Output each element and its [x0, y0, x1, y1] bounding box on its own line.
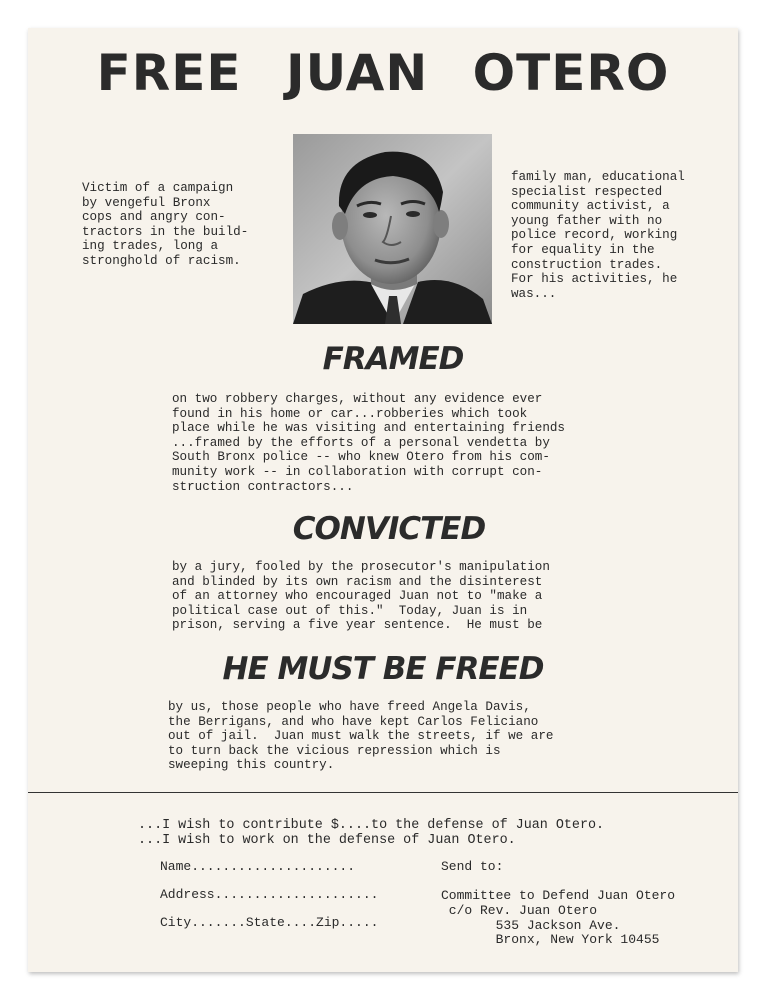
portrait-icon — [293, 134, 492, 324]
heading-framed: FRAMED — [322, 341, 464, 377]
name-field: Name..................... — [160, 859, 356, 874]
contribute-options: ...I wish to contribute $....to the defense of Juan Otero. ...I wish to work on the defense of Juan Otero. — [138, 818, 605, 848]
send-to-label: Send to: — [441, 859, 504, 874]
framed-paragraph: on two robbery charges, without any evidence ever found in his home or car...robberies which took place while he was visiting and entertaining friends ...framed by the efforts of a personal vendetta by South Bronx police -- who knew Otero from his com- munity work -- in collaboration with corrupt con- struction contractors... — [172, 392, 565, 494]
left-blurb: Victim of a campaign by vengeful Bronx cops and angry con- tractors in the build- ing trades, long a stronghold of racism. — [82, 181, 249, 268]
freed-paragraph: by us, those people who have freed Angela Davis, the Berrigans, and who have kept Carlos Feliciano out of jail. Juan must walk the streets, if we are to turn back the vicious repression which is sweeping this country. — [168, 700, 554, 773]
mailing-address: Committee to Defend Juan Otero c/o Rev. Juan Otero 535 Jackson Ave. Bronx, New York 10455 — [441, 888, 676, 948]
convicted-paragraph: by a jury, fooled by the prosecutor's manipulation and blinded by its own racism and the disinterest of an attorney who encouraged Juan not to "make a political case out of this." Today, Juan is in prison, serving a five year sentence. He must be — [172, 560, 550, 633]
right-blurb: family man, educational specialist respected community activist, a young father with no police record, working for equality in the construction trades. For his activities, he was... — [511, 170, 685, 301]
heading-convicted: CONVICTED — [292, 511, 486, 547]
address-field: Address..................... — [160, 887, 379, 902]
portrait-photo — [293, 134, 492, 324]
cut-line-divider — [28, 792, 738, 793]
flyer-sheet — [28, 28, 738, 972]
heading-freed: HE MUST BE FREED — [222, 651, 544, 687]
city-state-zip-field: City.......State....Zip..... — [160, 915, 379, 930]
flyer-title: FREE JUAN OTERO — [96, 44, 670, 102]
